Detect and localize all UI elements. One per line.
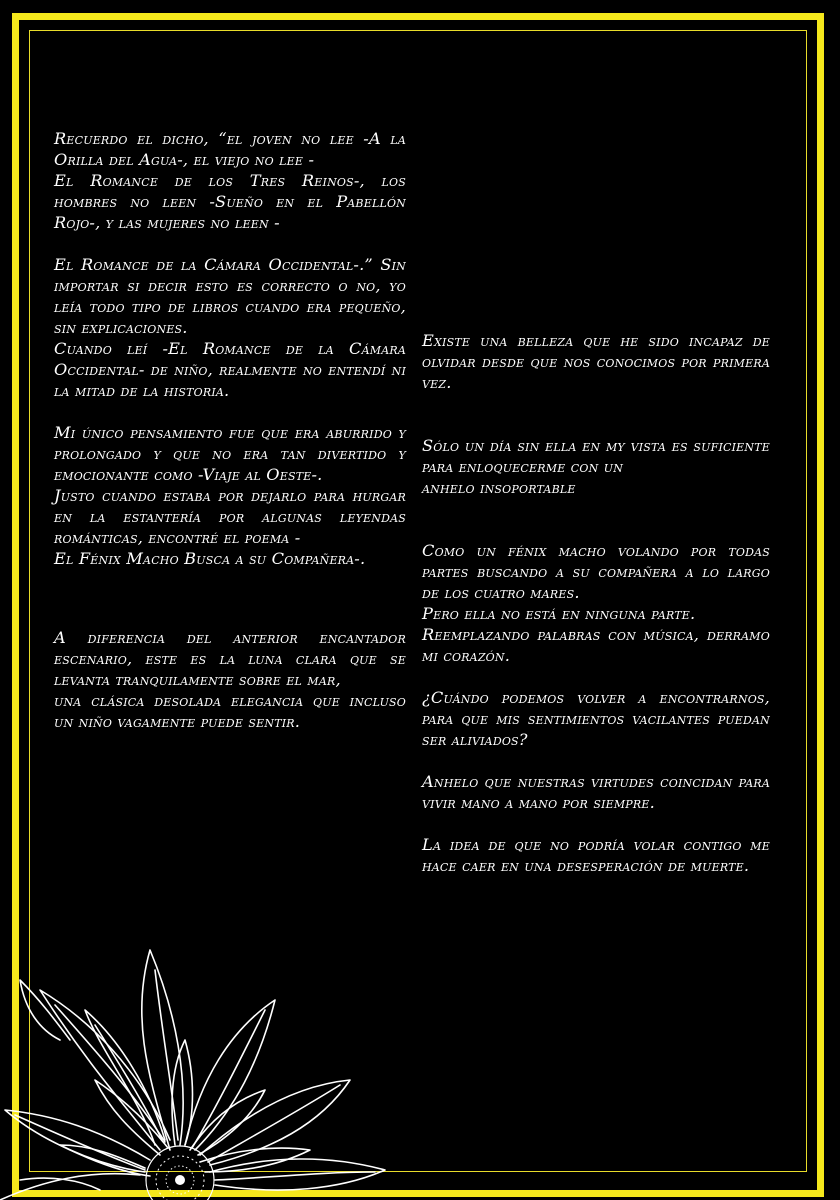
right-paragraph-5: Anhelo que nuestras virtudes coincidan para vivir mano a mano por siempre.	[422, 772, 770, 812]
right-paragraph-2: Sólo un día sin ella en my vista es suficiente para enloquecerme con un anhelo insoportable	[422, 436, 770, 497]
right-paragraph-4: ¿Cuándo podemos volver a encontrarnos, para que mis sentimientos vacilantes puedan ser aliviados?	[422, 688, 770, 749]
right-paragraph-3: Como un fénix macho volando por todas partes buscando a su compañera a lo largo de los cuatro mares. Pero ella no está en ninguna parte. Reemplazando palabras con música, derramo mi corazón.	[422, 541, 770, 665]
right-paragraph-1: Existe una belleza que he sido incapaz de olvidar desde que nos conocimos por primera vez.	[422, 331, 770, 392]
left-text-column	[54, 128, 406, 569]
right-paragraph-6: La idea de que no podría volar contigo me hace caer en una desesperación de muerte.	[422, 835, 770, 875]
left-paragraph-4: A diferencia del anterior encantador escenario, este es la luna clara que se levanta tranquilamente sobre el mar, una clásica desolada elegancia que incluso un niño vagamente puede sentir.	[54, 628, 406, 731]
left-paragraph-3: Mi único pensamiento fue que era aburrido y prolongado y que no era tan divertido y emocionante como -Viaje al Oeste-. Justo cuando estaba por dejarlo para hurgar en la estantería por algunas leyendas románticas, encontré el poema - El Fénix Macho Busca a su Compañera-.	[54, 423, 406, 568]
left-text-column-lower	[54, 627, 406, 732]
left-paragraph-2: El Romance de la Cámara Occidental-.” Sin importar si decir esto es correcto o no, yo leía todo tipo de libros cuando era pequeño, sin explicaciones. Cuando leí -El Romance de la Cámara Occidental- de niño, realmente no entendí ni la mitad de la historia.	[54, 255, 406, 400]
flower-line-art-icon	[0, 940, 420, 1200]
left-paragraph-1: Recuerdo el dicho, “el joven no lee -A la Orilla del Agua-, el viejo no lee - El Romance de los Tres Reinos-, los hombres no leen -Sueño en el Pabellón Rojo-, y las mujeres no leen -	[54, 129, 406, 232]
right-text-column	[422, 330, 770, 876]
